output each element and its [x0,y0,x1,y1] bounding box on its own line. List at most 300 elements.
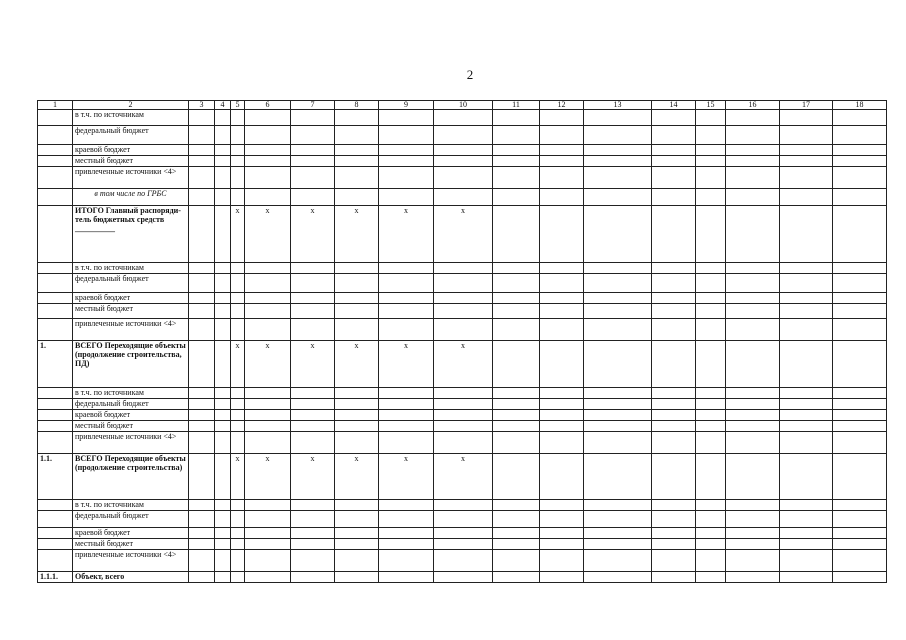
empty-cell [291,110,335,126]
empty-cell [493,539,540,550]
empty-cell [540,319,584,341]
empty-cell [584,410,652,421]
empty-cell [780,189,833,206]
empty-cell [215,304,231,319]
empty-cell [231,572,245,583]
empty-cell [780,110,833,126]
empty-cell [780,319,833,341]
empty-cell [215,550,231,572]
column-number-14: 14 [652,101,696,110]
table-row [38,110,887,126]
empty-cell [833,274,887,293]
empty-cell [493,304,540,319]
empty-cell [584,399,652,410]
empty-cell [291,156,335,167]
empty-cell [540,511,584,528]
empty-cell [189,454,215,500]
empty-cell [379,156,434,167]
empty-cell [833,206,887,263]
empty-cell [434,293,493,304]
empty-cell [696,126,726,145]
empty-cell [584,167,652,189]
empty-cell [335,189,379,206]
x-mark: x [335,341,379,388]
empty-cell [540,341,584,388]
empty-cell [291,399,335,410]
empty-cell [189,293,215,304]
empty-cell [245,539,291,550]
empty-cell [189,399,215,410]
empty-cell [780,341,833,388]
empty-cell [245,432,291,454]
empty-cell [493,454,540,500]
empty-cell [379,319,434,341]
empty-cell [696,110,726,126]
empty-cell [584,126,652,145]
empty-cell [335,421,379,432]
empty-cell [780,454,833,500]
empty-cell [434,126,493,145]
empty-cell [833,421,887,432]
empty-cell [584,511,652,528]
empty-cell [335,304,379,319]
empty-cell [379,500,434,511]
table-row [38,167,887,189]
column-number-7: 7 [291,101,335,110]
x-mark: x [335,206,379,263]
empty-cell [291,274,335,293]
empty-cell [696,145,726,156]
empty-cell [379,399,434,410]
table-row [38,341,887,388]
empty-cell [696,156,726,167]
empty-cell [231,126,245,145]
empty-cell [726,304,780,319]
empty-cell [652,539,696,550]
row-number [38,500,73,511]
x-mark: x [231,341,245,388]
empty-cell [245,410,291,421]
empty-cell [833,126,887,145]
empty-cell [434,421,493,432]
table-row [38,293,887,304]
empty-cell [215,206,231,263]
row-number [38,421,73,432]
table-header [38,101,887,110]
empty-cell [833,388,887,399]
empty-cell [379,274,434,293]
empty-cell [231,550,245,572]
empty-cell [189,432,215,454]
empty-cell [833,110,887,126]
empty-cell [584,341,652,388]
empty-cell [215,263,231,274]
column-number-3: 3 [189,101,215,110]
empty-cell [245,293,291,304]
empty-cell [696,304,726,319]
empty-cell [780,263,833,274]
table-row [38,189,887,206]
empty-cell [434,511,493,528]
empty-cell [189,528,215,539]
empty-cell [540,528,584,539]
row-number [38,304,73,319]
empty-cell [189,206,215,263]
empty-cell [231,399,245,410]
row-label: федеральный бюджет [73,274,189,293]
empty-cell [726,167,780,189]
table-row [38,304,887,319]
empty-cell [335,539,379,550]
empty-cell [726,341,780,388]
row-label: в т.ч. по источникам [73,110,189,126]
column-number-6: 6 [245,101,291,110]
empty-cell [696,319,726,341]
empty-cell [379,421,434,432]
empty-cell [231,293,245,304]
empty-cell [245,500,291,511]
empty-cell [726,126,780,145]
empty-cell [189,511,215,528]
empty-cell [493,550,540,572]
empty-cell [335,274,379,293]
empty-cell [540,500,584,511]
row-label: привлеченные источники <4> [73,167,189,189]
empty-cell [696,572,726,583]
row-label: краевой бюджет [73,528,189,539]
row-label: в т.ч. по источникам [73,500,189,511]
empty-cell [726,539,780,550]
empty-cell [335,388,379,399]
empty-cell [726,388,780,399]
empty-cell [231,388,245,399]
empty-cell [833,293,887,304]
empty-cell [493,528,540,539]
empty-cell [189,410,215,421]
row-number [38,189,73,206]
empty-cell [215,454,231,500]
row-number [38,263,73,274]
empty-cell [215,500,231,511]
empty-cell [434,156,493,167]
empty-cell [833,341,887,388]
empty-cell [245,304,291,319]
empty-cell [540,572,584,583]
row-label: в т.ч. по источникам [73,388,189,399]
empty-cell [833,528,887,539]
empty-cell [833,539,887,550]
empty-cell [245,550,291,572]
empty-cell [780,399,833,410]
row-label: ВСЕГО Переходящие объекты (продолжение строительства) [73,454,189,500]
empty-cell [493,399,540,410]
empty-cell [291,388,335,399]
empty-cell [726,454,780,500]
empty-cell [696,550,726,572]
empty-cell [231,539,245,550]
x-mark: x [231,454,245,500]
empty-cell [493,206,540,263]
empty-cell [584,110,652,126]
empty-cell [231,410,245,421]
x-mark: x [245,454,291,500]
empty-cell [189,539,215,550]
row-label: краевой бюджет [73,293,189,304]
empty-cell [540,304,584,319]
empty-cell [493,341,540,388]
empty-cell [493,110,540,126]
empty-cell [291,319,335,341]
empty-cell [696,500,726,511]
empty-cell [335,145,379,156]
table-row [38,421,887,432]
table-row [38,388,887,399]
empty-cell [189,110,215,126]
row-number [38,126,73,145]
empty-cell [231,421,245,432]
empty-cell [540,263,584,274]
empty-cell [540,274,584,293]
table-row [38,156,887,167]
empty-cell [189,126,215,145]
empty-cell [780,126,833,145]
empty-cell [379,432,434,454]
empty-cell [652,126,696,145]
empty-cell [780,421,833,432]
column-number-12: 12 [540,101,584,110]
empty-cell [584,388,652,399]
empty-cell [245,421,291,432]
empty-cell [726,206,780,263]
empty-cell [833,432,887,454]
empty-cell [215,432,231,454]
row-number [38,319,73,341]
empty-cell [493,572,540,583]
empty-cell [291,167,335,189]
row-label: краевой бюджет [73,145,189,156]
empty-cell [726,145,780,156]
empty-cell [434,432,493,454]
empty-cell [652,432,696,454]
empty-cell [215,156,231,167]
empty-cell [540,156,584,167]
empty-cell [189,167,215,189]
empty-cell [215,410,231,421]
empty-cell [696,528,726,539]
empty-cell [245,189,291,206]
empty-cell [434,189,493,206]
row-label: ВСЕГО Переходящие объекты (продолжение строительства, ПД) [73,341,189,388]
row-label: привлеченные источники <4> [73,432,189,454]
empty-cell [780,539,833,550]
empty-cell [434,410,493,421]
empty-cell [379,410,434,421]
table-row [38,572,887,583]
empty-cell [652,388,696,399]
empty-cell [379,110,434,126]
empty-cell [493,156,540,167]
table-row [38,274,887,293]
empty-cell [696,293,726,304]
empty-cell [379,550,434,572]
empty-cell [780,388,833,399]
empty-cell [231,156,245,167]
table-row [38,454,887,500]
empty-cell [584,206,652,263]
empty-cell [335,432,379,454]
empty-cell [379,145,434,156]
table-row [38,528,887,539]
empty-cell [379,126,434,145]
empty-cell [379,263,434,274]
empty-cell [652,341,696,388]
column-number-16: 16 [726,101,780,110]
empty-cell [189,263,215,274]
empty-cell [652,319,696,341]
empty-cell [231,528,245,539]
empty-cell [726,500,780,511]
x-mark: x [231,206,245,263]
empty-cell [540,293,584,304]
empty-cell [434,572,493,583]
table-row [38,319,887,341]
empty-cell [726,110,780,126]
empty-cell [540,145,584,156]
empty-cell [833,145,887,156]
empty-cell [379,528,434,539]
empty-cell [189,145,215,156]
empty-cell [652,263,696,274]
empty-cell [215,293,231,304]
empty-cell [726,263,780,274]
empty-cell [726,550,780,572]
empty-cell [434,263,493,274]
row-number [38,145,73,156]
table-row [38,550,887,572]
empty-cell [652,550,696,572]
empty-cell [584,550,652,572]
column-number-2: 2 [73,101,189,110]
empty-cell [726,572,780,583]
empty-cell [189,274,215,293]
row-number [38,432,73,454]
column-number-4: 4 [215,101,231,110]
x-mark: x [291,206,335,263]
empty-cell [780,572,833,583]
empty-cell [189,500,215,511]
empty-cell [335,293,379,304]
empty-cell [245,110,291,126]
empty-cell [540,206,584,263]
empty-cell [726,293,780,304]
table-row [38,432,887,454]
empty-cell [652,528,696,539]
empty-cell [780,432,833,454]
empty-cell [652,156,696,167]
empty-cell [335,399,379,410]
x-mark: x [434,206,493,263]
empty-cell [215,274,231,293]
empty-cell [584,421,652,432]
empty-cell [696,399,726,410]
row-number [38,388,73,399]
empty-cell [493,319,540,341]
row-number: 1. [38,341,73,388]
column-numbers-row [38,101,887,110]
page-number: 2 [466,67,474,82]
empty-cell [540,167,584,189]
empty-cell [833,511,887,528]
empty-cell [245,145,291,156]
empty-cell [215,399,231,410]
empty-cell [335,511,379,528]
empty-cell [780,304,833,319]
column-number-18: 18 [833,101,887,110]
empty-cell [652,304,696,319]
empty-cell [434,388,493,399]
empty-cell [335,263,379,274]
empty-cell [540,388,584,399]
empty-cell [780,528,833,539]
empty-cell [540,432,584,454]
empty-cell [245,528,291,539]
table-row [38,126,887,145]
column-number-13: 13 [584,101,652,110]
empty-cell [245,572,291,583]
empty-cell [245,167,291,189]
empty-cell [780,511,833,528]
empty-cell [780,206,833,263]
row-label: привлеченные источники <4> [73,319,189,341]
table-row [38,399,887,410]
empty-cell [291,572,335,583]
empty-cell [652,454,696,500]
empty-cell [584,572,652,583]
empty-cell [780,500,833,511]
empty-cell [189,550,215,572]
empty-cell [696,388,726,399]
row-number: 1.1.1. [38,572,73,583]
empty-cell [215,319,231,341]
empty-cell [335,550,379,572]
empty-cell [189,341,215,388]
empty-cell [493,388,540,399]
empty-cell [726,511,780,528]
empty-cell [540,126,584,145]
empty-cell [215,528,231,539]
empty-cell [584,156,652,167]
empty-cell [696,421,726,432]
row-label: в т.ч. по источникам [73,263,189,274]
x-mark: x [291,341,335,388]
column-number-15: 15 [696,101,726,110]
empty-cell [231,110,245,126]
empty-cell [540,110,584,126]
table-row [38,500,887,511]
x-mark: x [291,454,335,500]
x-mark: x [245,341,291,388]
empty-cell [379,304,434,319]
empty-cell [291,511,335,528]
column-number-9: 9 [379,101,434,110]
empty-cell [215,341,231,388]
empty-cell [584,500,652,511]
empty-cell [652,421,696,432]
empty-cell [335,410,379,421]
row-label: федеральный бюджет [73,399,189,410]
empty-cell [434,145,493,156]
empty-cell [540,539,584,550]
